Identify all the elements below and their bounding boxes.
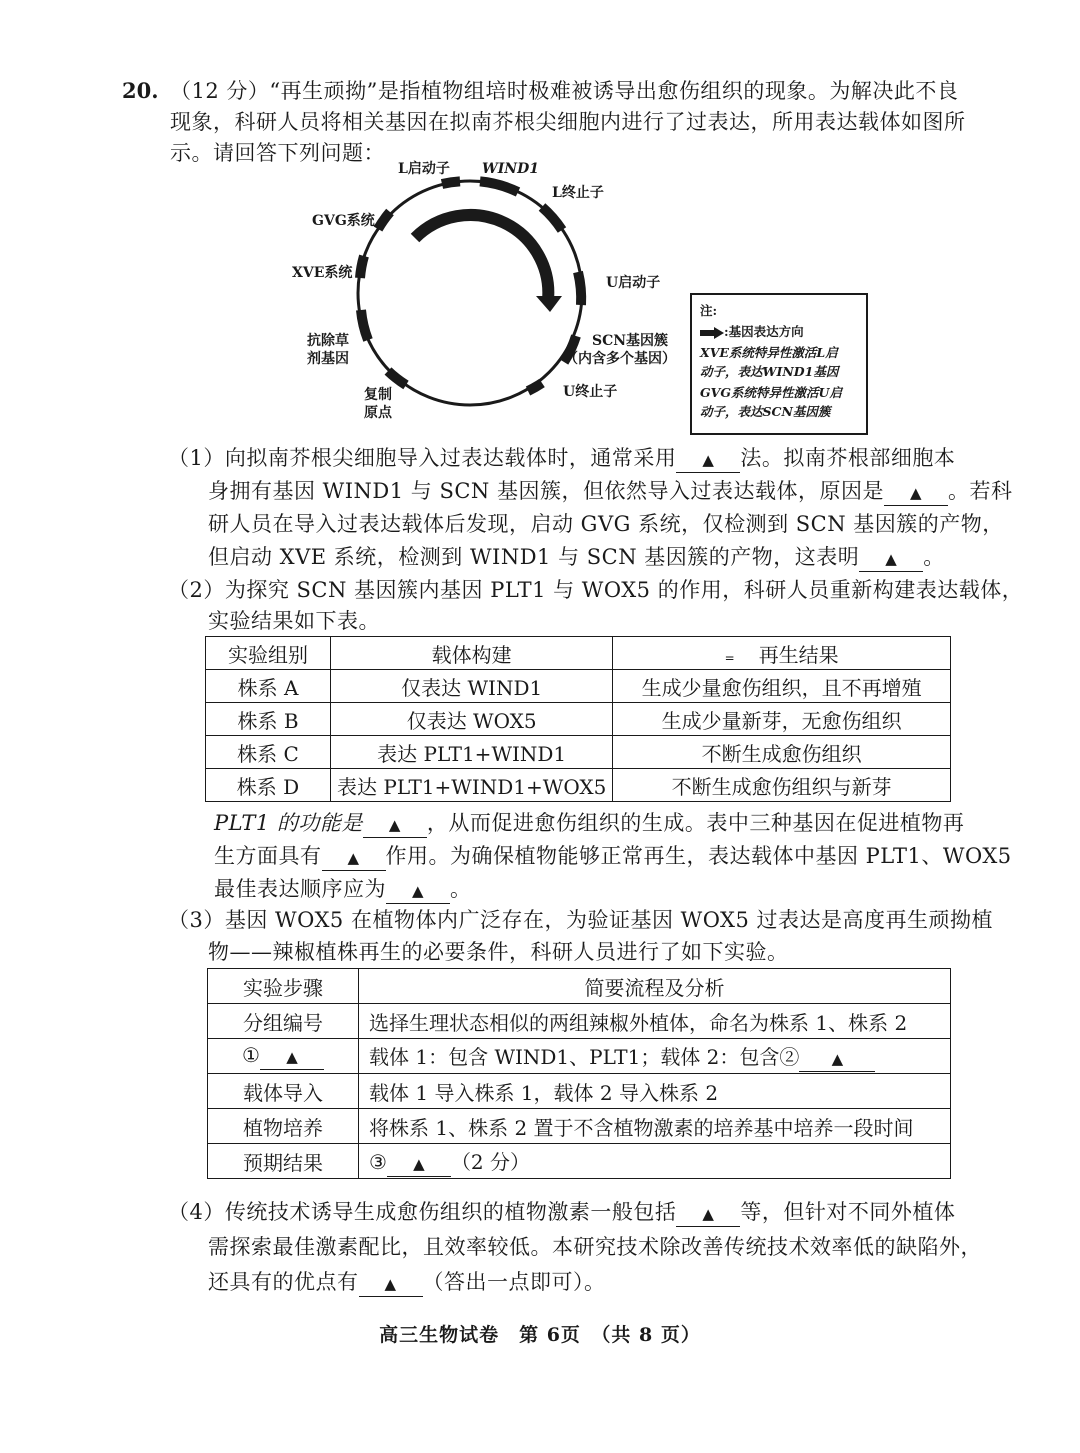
part1-text-a: （1）向拟南芥根尖细胞导入过表达载体时，通常采用	[168, 446, 677, 470]
label-scn-1: SCN基因簇	[592, 333, 669, 349]
legend-gvg-note-2: 动子，表达SCN基因簇	[700, 404, 831, 419]
part2-text: ，从而促进愈伤组织的生成。表中三种基因在促进植物再	[426, 811, 965, 835]
table-cell: 生成少量愈伤组织，且不再增殖	[613, 670, 951, 703]
part4-text: （答出一点即可）。	[422, 1270, 606, 1294]
answer-blank-8[interactable]: ▲	[799, 1045, 875, 1072]
u-terminator-segment	[528, 383, 542, 391]
experiment-table	[207, 968, 951, 1179]
legend-arrow-row	[700, 322, 858, 341]
xve-segment	[360, 256, 364, 278]
intro-line-1: （12 分）“再生顽拗”是指植物组培时极难被诱导出愈伤组织的现象。为解决此不良	[170, 79, 959, 103]
part1-line-3: 研人员在导入过表达载体后发现，启动 GVG 系统，仅检测到 SCN 基因簇的产物，	[208, 512, 1004, 536]
table-cell: 预期结果	[208, 1144, 359, 1179]
label-scn-2: （内含多个基因）	[564, 351, 676, 367]
table-cell	[359, 1039, 951, 1074]
table-header-cell: 实验步骤	[208, 969, 359, 1004]
stray-mark: =	[724, 650, 735, 665]
part1-text-d: 。若科	[947, 479, 1013, 503]
label-origin-2: 原点	[364, 405, 392, 421]
question-number: 20.	[122, 78, 159, 103]
table-header-row	[206, 637, 951, 670]
part2-text: 生方面具有	[214, 844, 322, 868]
answer-blank-9[interactable]: ▲	[387, 1150, 451, 1177]
expression-arrowhead	[536, 296, 562, 312]
part2-line-2: 实验结果如下表。	[208, 609, 380, 633]
table-header-cell: 简要流程及分析	[359, 969, 951, 1004]
table-cell: 载体 1 导入株系 1，载体 2 导入株系 2	[359, 1074, 951, 1109]
part2-text: 作用。为确保植物能够正常再生，表达载体中基因 PLT1、WOX5	[385, 844, 1012, 868]
label-u-terminator: U终止子	[563, 384, 618, 400]
table-cell: 载体导入	[208, 1074, 359, 1109]
table-row	[208, 1039, 951, 1074]
part2-after-line-3	[214, 874, 472, 904]
table-cell: 不断生成愈伤组织	[613, 736, 951, 769]
diagram-legend	[690, 293, 868, 435]
label-gvg: GVG系统	[312, 213, 375, 229]
table-cell: 株系 B	[206, 703, 331, 736]
label-xve: XVE系统	[292, 265, 353, 281]
table-cell: 表达 PLT1+WIND1	[331, 736, 613, 769]
answer-blank-6[interactable]: ▲	[386, 877, 450, 904]
answer-blank-3[interactable]: ▲	[859, 545, 923, 572]
legend-gvg-note-1: GVG系统特异性激活U启	[700, 385, 842, 400]
table-cell-text: ③	[369, 1149, 387, 1174]
part4-text: 等，但针对不同外植体	[740, 1200, 956, 1224]
table-header-cell: 载体构建	[331, 637, 613, 670]
l-terminator-segment	[542, 207, 562, 230]
label-l-terminator: L终止子	[552, 185, 604, 201]
part4-line-1	[168, 1197, 955, 1227]
origin-segment	[388, 371, 406, 385]
part1-line-4	[208, 542, 945, 572]
expression-arrow	[415, 215, 548, 300]
table-row	[206, 703, 951, 736]
table-row	[208, 1109, 951, 1144]
part1-text-f: 但启动 XVE 系统，检测到 WIND1 与 SCN 基因簇的产物，这表明	[208, 545, 860, 569]
answer-blank-10[interactable]: ▲	[676, 1200, 740, 1227]
label-herbicide-2: 剂基因	[307, 351, 349, 367]
part1-text-c: 身拥有基因 WIND1 与 SCN 基因簇，但依然导入过表达载体，原因是	[208, 479, 884, 503]
table-cell: 生成少量新芽，无愈伤组织	[613, 703, 951, 736]
answer-blank-2[interactable]: ▲	[884, 479, 948, 506]
answer-blank-7[interactable]: ▲	[260, 1043, 324, 1070]
table-cell-text: （2 分）	[450, 1149, 531, 1174]
label-l-promoter: L启动子	[398, 161, 450, 177]
table-cell: 株系 C	[206, 736, 331, 769]
answer-blank-5[interactable]: ▲	[322, 844, 386, 871]
part2-text: 。	[450, 877, 472, 901]
table-cell: 表达 PLT1+WIND1+WOX5	[331, 769, 613, 802]
label-origin-1: 复制	[364, 387, 392, 403]
table-cell: 株系 A	[206, 670, 331, 703]
table-cell: 株系 D	[206, 769, 331, 802]
table-cell: 植物培养	[208, 1109, 359, 1144]
answer-blank-4[interactable]: ▲	[363, 811, 427, 838]
table-cell: 选择生理状态相似的两组辣椒外植体，命名为株系 1、株系 2	[359, 1004, 951, 1039]
part4-line-3	[208, 1267, 606, 1297]
table-cell-text: 载体 1：包含 WIND1、PLT1；载体 2：包含②	[369, 1044, 800, 1069]
table-cell	[208, 1039, 359, 1074]
gvg-segment	[378, 212, 390, 229]
part4-text: 还具有的优点有	[208, 1270, 359, 1294]
intro-line-3: 示。请回答下列问题：	[170, 141, 385, 165]
table-header-cell: 实验组别	[206, 637, 331, 670]
part2-line-1: （2）为探究 SCN 基因簇内基因 PLT1 与 WOX5 的作用，科研人员重新构建表达载体，	[168, 578, 1024, 602]
table-header-cell	[613, 637, 951, 670]
legend-xve-note-2: 动子，表达WIND1基因	[700, 364, 839, 379]
label-wind1: WIND1	[482, 161, 539, 177]
intro-line-2: 现象，科研人员将相关基因在拟南芥根尖细胞内进行了过表达，所用表达载体如图所	[170, 110, 966, 134]
table-row	[208, 1004, 951, 1039]
part2-after-line-1	[214, 808, 964, 838]
label-herbicide-1: 抗除草	[307, 333, 349, 349]
table-row	[206, 670, 951, 703]
part1-text-b: 法。拟南芥根部细胞本	[740, 446, 956, 470]
table-row	[208, 1144, 951, 1179]
l-promoter-segment	[442, 181, 460, 184]
table-cell	[359, 1144, 951, 1179]
page-footer: 高三生物试卷 第 6页 （共 8 页）	[379, 1324, 701, 1346]
answer-blank-11[interactable]: ▲	[359, 1270, 423, 1297]
arrow-icon	[700, 327, 724, 339]
part4-text: （4）传统技术诱导生成愈伤组织的植物激素一般包括	[168, 1200, 677, 1224]
table-header-text: 再生结果	[758, 642, 839, 667]
table-row	[208, 1074, 951, 1109]
wind1-segment	[480, 181, 518, 192]
legend-arrow-text: :基因表达方向	[724, 324, 804, 339]
part2-after-line-2	[214, 841, 1012, 871]
table-cell: 不断生成愈伤组织与新芽	[613, 769, 951, 802]
part2-text: 最佳表达顺序应为	[214, 877, 386, 901]
part2-text: PLT1 的功能是	[214, 811, 363, 835]
table-cell: 仅表达 WOX5	[331, 703, 613, 736]
table-row	[206, 736, 951, 769]
part1-text-g: 。	[923, 545, 945, 569]
step-marker: ①	[242, 1042, 260, 1067]
legend-xve-note-1: XVE系统特异性激活L启	[700, 345, 838, 360]
part3-line-2: 物——辣椒植株再生的必要条件，科研人员进行了如下实验。	[208, 940, 789, 964]
u-promoter-segment	[578, 272, 581, 305]
results-table	[205, 636, 951, 802]
table-cell: 分组编号	[208, 1004, 359, 1039]
part1-line-2	[208, 476, 1012, 506]
table-row	[206, 769, 951, 802]
legend-title: 注:	[700, 303, 718, 318]
part4-line-2: 需探索最佳激素配比，且效率较低。本研究技术除改善传统技术效率低的缺陷外，	[208, 1235, 982, 1259]
part3-line-1: （3）基因 WOX5 在植物体内广泛存在，为验证基因 WOX5 过表达是高度再生顽拗植	[168, 908, 994, 932]
table-cell: 仅表达 WIND1	[331, 670, 613, 703]
herbicide-segment	[361, 310, 368, 340]
table-cell: 将株系 1、株系 2 置于不含植物激素的培养基中培养一段时间	[359, 1109, 951, 1144]
table-header-row	[208, 969, 951, 1004]
label-u-promoter: U启动子	[606, 275, 661, 291]
part1-line-1	[168, 443, 955, 473]
answer-blank-1[interactable]: ▲	[676, 446, 740, 473]
